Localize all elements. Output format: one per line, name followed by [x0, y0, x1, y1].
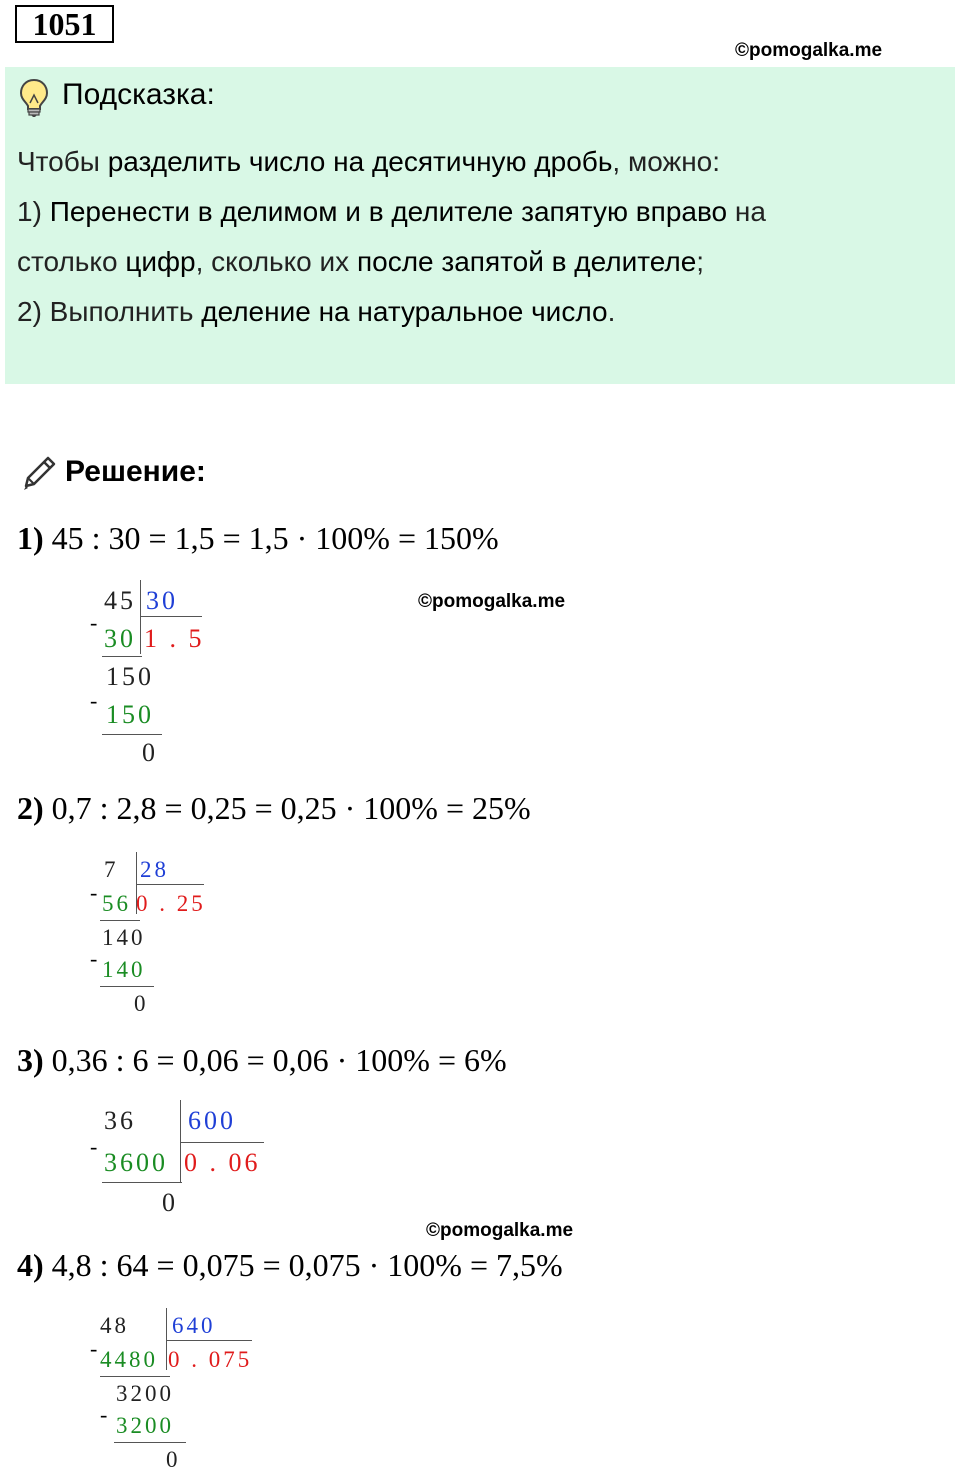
final-remainder: 0 — [142, 738, 158, 767]
final-remainder: 0 — [166, 1447, 181, 1472]
hint-line-1 — [17, 146, 720, 178]
hint-text: Чтобы — [17, 146, 108, 177]
dividend: 36 — [104, 1106, 136, 1135]
dividend: 48 — [100, 1313, 129, 1338]
division-bracket-horizontal — [166, 1340, 252, 1341]
minus-sign: - — [90, 880, 98, 905]
remainder-1: 3200 — [116, 1381, 174, 1406]
quotient: 0 . 25 — [136, 891, 206, 916]
equation-text: 0,7 : 2,8 = 0,25 = 0,25 · 100% = 25% — [51, 790, 531, 826]
subtraction-line — [102, 656, 142, 657]
hint-text: столько — [17, 246, 126, 277]
equation-text: 4,8 : 64 = 0,075 = 0,075 · 100% = 7,5% — [51, 1247, 563, 1283]
minus-sign: - — [90, 1336, 98, 1361]
hint-text: 1) — [17, 196, 50, 227]
hint-text: . — [607, 296, 616, 327]
quotient: 0 . 06 — [184, 1148, 261, 1177]
minus-sign: - — [90, 688, 98, 713]
minus-sign: - — [90, 1134, 98, 1159]
hint-line-2 — [17, 196, 766, 228]
item-number: 4) — [17, 1247, 44, 1283]
divisor: 600 — [188, 1106, 236, 1135]
subtraction-line — [102, 1182, 182, 1183]
hint-text: ; — [696, 246, 705, 277]
long-division-1 — [88, 580, 218, 770]
quotient: 1 . 5 — [144, 624, 205, 653]
lightbulb-icon — [18, 78, 50, 118]
final-remainder: 0 — [162, 1188, 178, 1217]
hint-line-3 — [17, 246, 704, 278]
hint-title: Подсказка: — [62, 78, 215, 111]
final-remainder: 0 — [134, 991, 149, 1016]
hint-text: на — [727, 196, 766, 227]
equation-4 — [17, 1247, 563, 1284]
item-number: 1) — [17, 520, 44, 556]
divisor: 28 — [140, 857, 169, 882]
division-bracket-horizontal — [180, 1142, 264, 1143]
hint-bold-text: разделить число на десятичную дробь — [107, 146, 613, 177]
subtrahend-1: 3600 — [104, 1148, 168, 1177]
task-number: 1051 — [15, 5, 114, 43]
equation-text: 45 : 30 = 1,5 = 1,5 · 100% = 150% — [51, 520, 499, 556]
solution-title: Решение: — [65, 455, 206, 488]
item-number: 3) — [17, 1042, 44, 1078]
division-bracket-vertical — [180, 1100, 181, 1182]
equation-text: 0,36 : 6 = 0,06 = 0,06 · 100% = 6% — [51, 1042, 507, 1078]
hint-bold-text: цифр — [125, 246, 196, 277]
minus-sign: - — [90, 946, 98, 971]
divisor: 30 — [146, 586, 178, 615]
minus-sign: - — [90, 610, 98, 635]
minus-sign: - — [100, 1402, 108, 1427]
watermark-top: ©pomogalka.me — [735, 40, 883, 61]
long-division-2 — [88, 852, 218, 1022]
remainder-1: 150 — [106, 662, 154, 691]
division-bracket-vertical — [166, 1308, 167, 1370]
hint-text: , сколько их — [195, 246, 357, 277]
subtraction-line — [102, 734, 162, 735]
equation-3 — [17, 1042, 507, 1079]
division-bracket-vertical — [140, 580, 141, 654]
division-bracket-horizontal — [140, 616, 202, 617]
hint-bold-text: Перенести в делимом и в делителе запятую вправо — [49, 196, 728, 227]
hint-text: , можно: — [612, 146, 721, 177]
subtraction-line — [100, 986, 154, 987]
dividend: 45 — [104, 586, 136, 615]
equation-2 — [17, 790, 531, 827]
subtraction-line — [100, 920, 140, 921]
hint-bold-text: деление на натуральное число — [201, 296, 608, 327]
watermark-middle: ©pomogalka.me — [418, 591, 566, 612]
item-number: 2) — [17, 790, 44, 826]
subtrahend-2: 140 — [102, 957, 146, 982]
watermark-bottom: ©pomogalka.me — [426, 1220, 574, 1241]
hint-bold-text: после запятой в делителе — [356, 246, 697, 277]
division-bracket-horizontal — [136, 884, 204, 885]
subtraction-line — [114, 1442, 186, 1443]
quotient: 0 . 075 — [168, 1347, 253, 1372]
long-division-4 — [88, 1308, 268, 1472]
hint-text: 2) Выполнить — [17, 296, 202, 327]
long-division-3 — [88, 1100, 278, 1220]
dividend: 7 — [104, 857, 119, 882]
subtrahend-2: 3200 — [116, 1413, 174, 1438]
hint-line-4 — [17, 296, 615, 328]
subtrahend-1: 56 — [102, 891, 131, 916]
pencil-icon — [18, 452, 60, 494]
subtrahend-2: 150 — [106, 700, 154, 729]
remainder-1: 140 — [102, 925, 146, 950]
equation-1 — [17, 520, 499, 557]
subtrahend-1: 4480 — [100, 1347, 158, 1372]
subtraction-line — [100, 1376, 170, 1377]
subtrahend-1: 30 — [104, 624, 136, 653]
divisor: 640 — [172, 1313, 216, 1338]
